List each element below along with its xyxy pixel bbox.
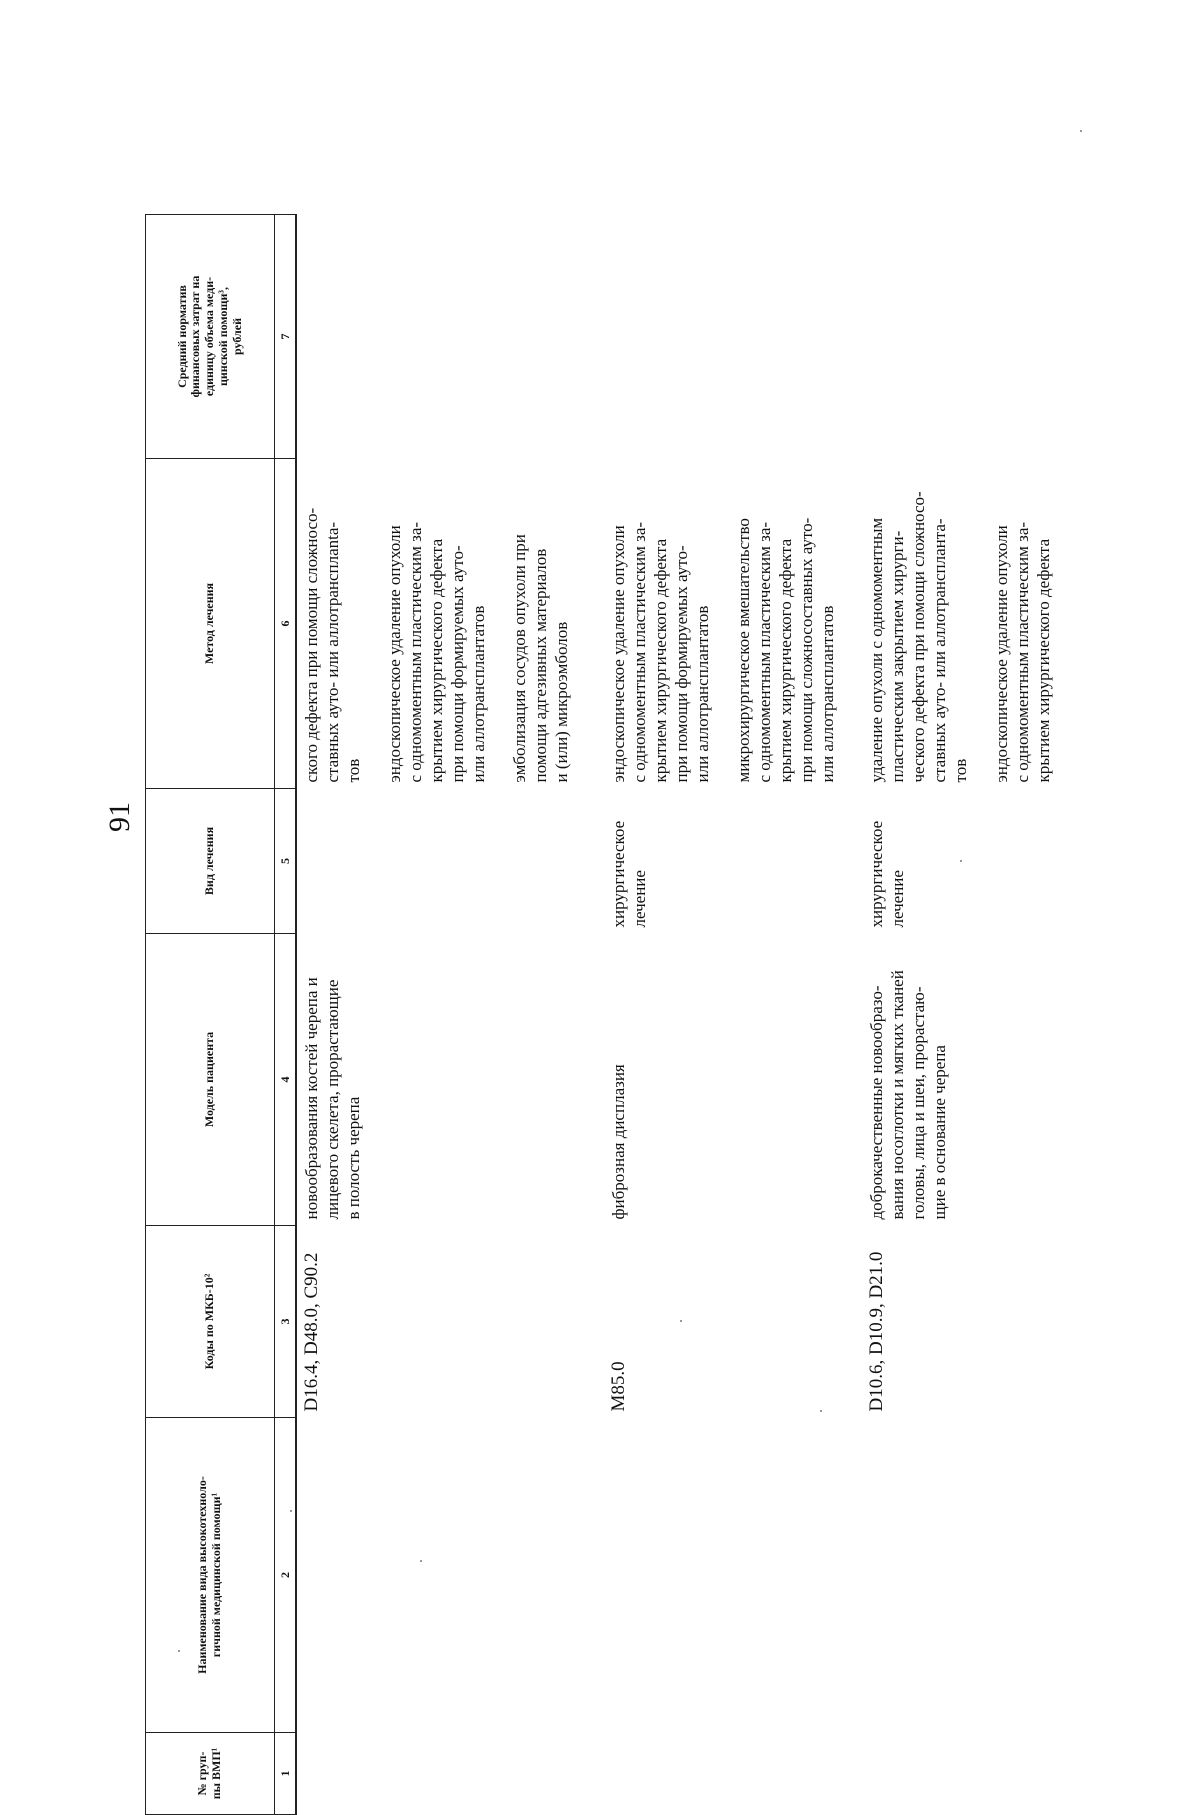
cell-cost: [862, 215, 1112, 459]
page-number: 91: [103, 802, 136, 832]
method-text: эндоскопическое удаление опухоли с одномоментным пластическим за- крытием хирургического дефекта при помощи формируемых ауто- или аллотрансплантатов: [385, 521, 488, 783]
cell-vmp-name: [296, 1418, 604, 1733]
cell-group-no: [296, 1733, 604, 1815]
table-row: [296, 215, 604, 1815]
cell-vmp-name: [604, 1418, 862, 1733]
column-number: 2: [275, 1418, 297, 1733]
method-text: микрохирургическое вмешательство с одномоментным пластическим за- крытием хирургического дефекта при помощи сложносоставных ауто- или аллотрансплантатов: [734, 517, 837, 783]
table-row: [604, 215, 862, 1815]
cell-codes: D16.4, D48.0, C90.2: [301, 1252, 322, 1412]
cell-treatment-type: хирургическое лечение: [867, 820, 907, 928]
column-number: 6: [275, 459, 297, 789]
scan-speck: [420, 1560, 422, 1562]
cell-group-no: [604, 1733, 862, 1815]
header-row: [146, 215, 275, 1815]
rotated-table-container: [145, 215, 1105, 1815]
header-cost-norm: Средний норматив финансовых затрат на единицу объема меди- цинской помощи³, рублей: [146, 215, 275, 459]
cell-treatment-type: хирургическое лечение: [609, 820, 649, 928]
method-text: эндоскопическое удаление опухоли с одномоментным пластическим за- крытием хирургического дефекта: [992, 521, 1053, 783]
header-mkb-codes: Коды по МКБ-10²: [146, 1226, 275, 1418]
header-treatment-type: Вид лечения: [146, 789, 275, 934]
scan-speck: [290, 1510, 292, 1512]
cell-treatment-type: [296, 789, 604, 934]
method-text: эндоскопическое удаление опухоли с одномоментным пластическим за- крытием хирургического дефекта при помощи формируемых ауто- или аллотрансплантатов: [609, 521, 712, 783]
scan-speck: [1080, 130, 1082, 132]
cell-model: доброкачественные новообразо- вания носоглотки и мягких тканей головы, лица и шеи, прорастаю- щие в основание черепа: [867, 970, 949, 1220]
scan-speck: [820, 1410, 822, 1412]
cell-methods: [862, 459, 1112, 789]
column-number: 4: [275, 934, 297, 1226]
method-text: эмболизация сосудов опухоли при помощи адгезивных материалов и (или) микроэмболов: [510, 534, 571, 783]
cell-group-no: [862, 1733, 1112, 1815]
method-text: удаление опухоли с одномоментным пластическим закрытием хирурги- ческого дефекта при помощи сложносо- ставных ауто- или аллотранспланта- тов: [867, 491, 970, 783]
cell-vmp-name: [862, 1418, 1112, 1733]
header-group-no: № груп- пы ВМП¹: [146, 1733, 275, 1815]
method-text: ского дефекта при помощи сложносо- ставных ауто- или аллотрансплanta- тов: [302, 507, 363, 783]
scan-speck: [178, 1650, 180, 1652]
column-number: 3: [275, 1226, 297, 1418]
cell-codes: D10.6, D10.9, D21.0: [866, 1251, 887, 1412]
cell-methods: [604, 459, 862, 789]
cell-cost: [296, 215, 604, 459]
cell-model: фиброзная дисплазия: [609, 1064, 628, 1220]
header-patient-model: Модель пациента: [146, 934, 275, 1226]
column-number: 7: [275, 215, 297, 459]
cell-methods: [296, 459, 604, 789]
column-number-row: [275, 215, 297, 1815]
cell-model: новообразования костей черепа и лицевого скелета, прорастающие в полость черепа: [302, 977, 363, 1220]
header-vmp-name: Наименование вида высокотехноло- гичной медицинской помощи¹: [146, 1418, 275, 1733]
table-row: [862, 215, 1112, 1815]
cell-codes: M85.0: [608, 1361, 629, 1412]
scan-speck: [680, 1320, 682, 1322]
cell-cost: [604, 215, 862, 459]
scan-speck: [960, 860, 962, 862]
vmp-table: [145, 214, 1112, 1815]
column-number: 5: [275, 789, 297, 934]
header-treatment-method: Метод лечения: [146, 459, 275, 789]
column-number: 1: [275, 1733, 297, 1815]
